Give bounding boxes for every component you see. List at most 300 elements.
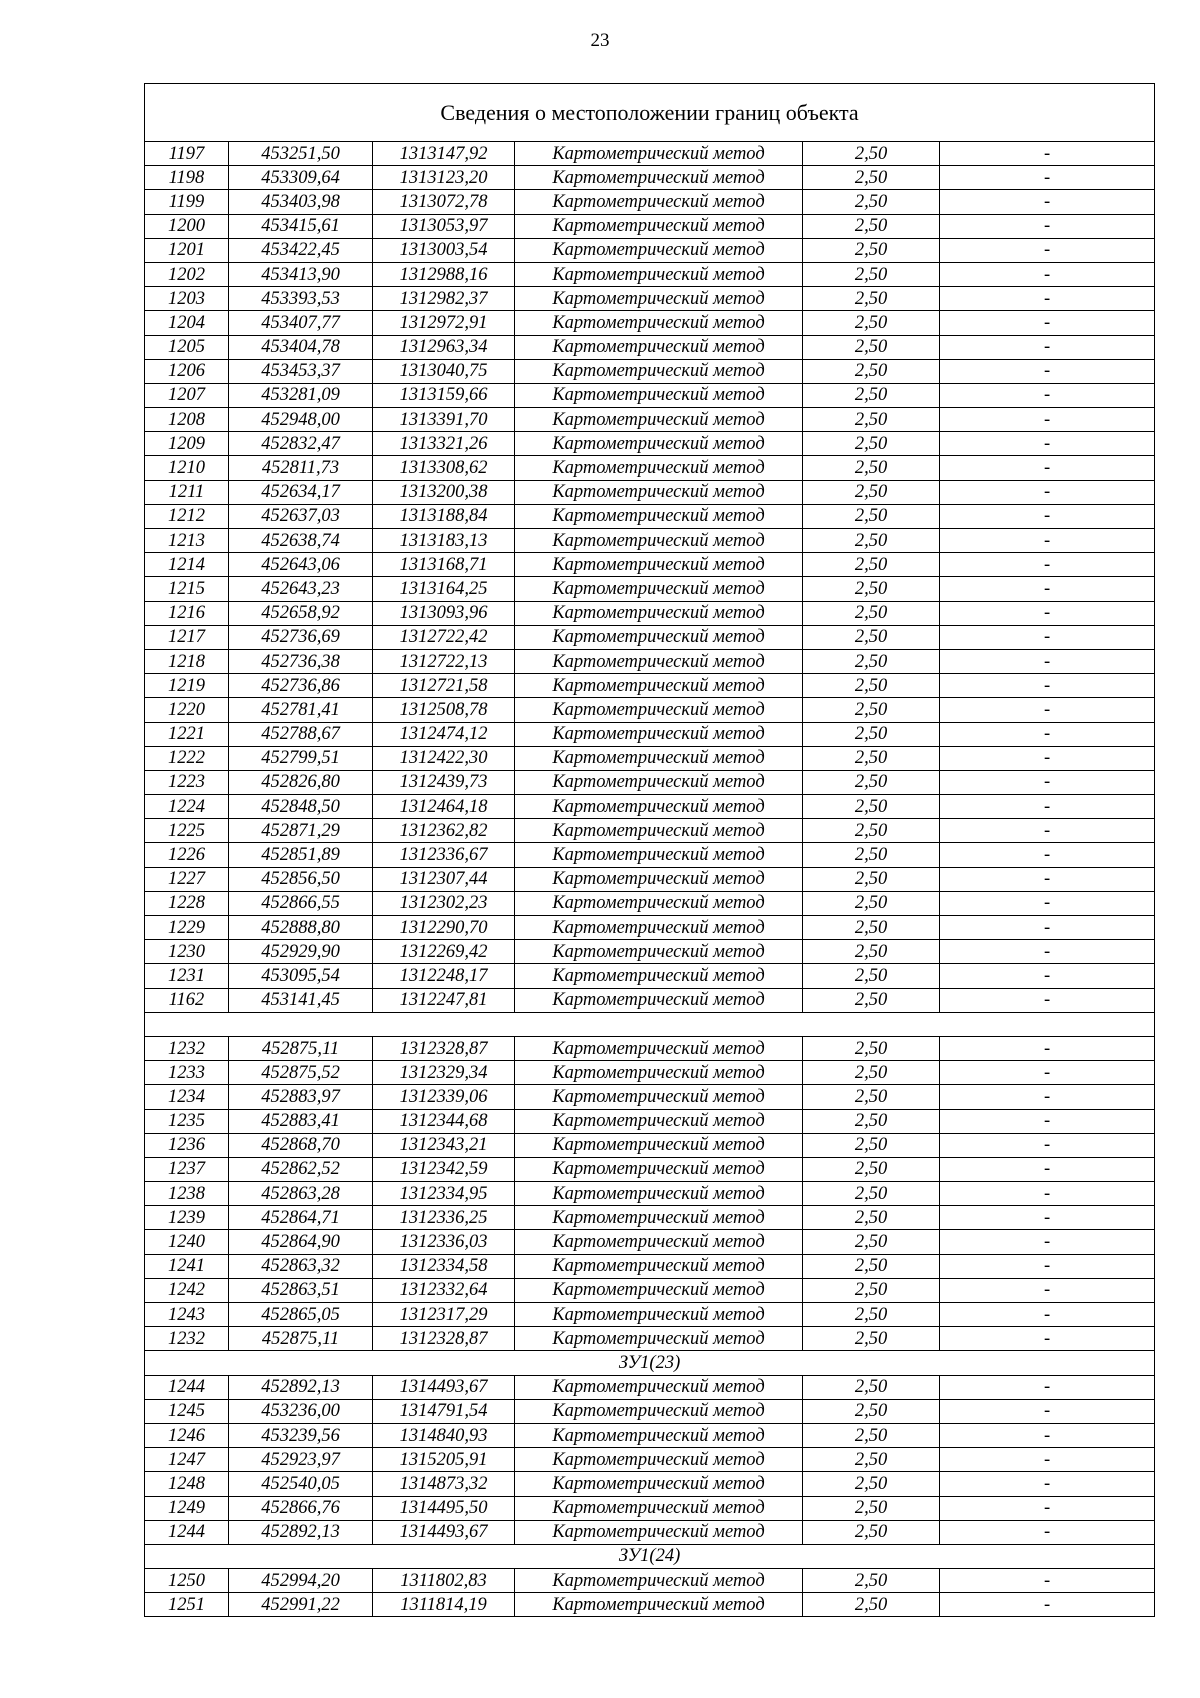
y-coordinate-cell: 1312344,68 [373,1109,515,1133]
description-cell: - [940,649,1155,673]
description-cell: - [940,238,1155,262]
table-row [145,674,1155,698]
y-coordinate-cell: 1312474,12 [373,722,515,746]
method-cell: Картометрический метод [515,262,803,286]
method-cell: Картометрический метод [515,940,803,964]
table-title-row [145,84,1155,142]
table-row [145,601,1155,625]
table-row [145,1593,1155,1617]
y-coordinate-cell: 1312972,91 [373,311,515,335]
table-row [145,746,1155,770]
x-coordinate-cell: 452811,73 [229,456,373,480]
y-coordinate-cell: 1313188,84 [373,504,515,528]
accuracy-cell: 2,50 [803,1448,940,1472]
accuracy-cell: 2,50 [803,625,940,649]
y-coordinate-cell: 1312336,25 [373,1206,515,1230]
x-coordinate-cell: 452643,06 [229,553,373,577]
accuracy-cell: 2,50 [803,601,940,625]
method-cell: Картометрический метод [515,625,803,649]
section-label: ЗУ1(23) [145,1351,1155,1375]
x-coordinate-cell: 452864,90 [229,1230,373,1254]
method-cell: Картометрический метод [515,335,803,359]
x-coordinate-cell: 452856,50 [229,867,373,891]
point-number-cell: 1230 [145,940,229,964]
point-number-cell: 1233 [145,1061,229,1085]
point-number-cell: 1250 [145,1569,229,1593]
description-cell: - [940,553,1155,577]
x-coordinate-cell: 452883,97 [229,1085,373,1109]
method-cell: Картометрический метод [515,1230,803,1254]
description-cell: - [940,674,1155,698]
accuracy-cell: 2,50 [803,1569,940,1593]
accuracy-cell: 2,50 [803,1472,940,1496]
x-coordinate-cell: 452736,69 [229,625,373,649]
table-row [145,553,1155,577]
method-cell: Картометрический метод [515,190,803,214]
y-coordinate-cell: 1313164,25 [373,577,515,601]
description-cell: - [940,311,1155,335]
accuracy-cell: 2,50 [803,383,940,407]
x-coordinate-cell: 452634,17 [229,480,373,504]
point-number-cell: 1222 [145,746,229,770]
description-cell: - [940,359,1155,383]
method-cell: Картометрический метод [515,649,803,673]
table-row [145,480,1155,504]
y-coordinate-cell: 1312464,18 [373,795,515,819]
boundary-coordinates-table [144,83,1155,1617]
y-coordinate-cell: 1312422,30 [373,746,515,770]
table-row [145,504,1155,528]
accuracy-cell: 2,50 [803,1133,940,1157]
y-coordinate-cell: 1313200,38 [373,480,515,504]
point-number-cell: 1229 [145,916,229,940]
method-cell: Картометрический метод [515,964,803,988]
description-cell: - [940,1569,1155,1593]
method-cell: Картометрический метод [515,1569,803,1593]
x-coordinate-cell: 453403,98 [229,190,373,214]
description-cell: - [940,214,1155,238]
y-coordinate-cell: 1311802,83 [373,1569,515,1593]
method-cell: Картометрический метод [515,916,803,940]
method-cell: Картометрический метод [515,480,803,504]
y-coordinate-cell: 1312332,64 [373,1278,515,1302]
method-cell: Картометрический метод [515,1496,803,1520]
description-cell: - [940,1036,1155,1060]
table-row [145,1496,1155,1520]
accuracy-cell: 2,50 [803,1593,940,1617]
method-cell: Картометрический метод [515,891,803,915]
x-coordinate-cell: 452736,38 [229,649,373,673]
table-row [145,916,1155,940]
method-cell: Картометрический метод [515,1085,803,1109]
section-separator-row [145,1012,1155,1036]
description-cell: - [940,166,1155,190]
method-cell: Картометрический метод [515,142,803,166]
accuracy-cell: 2,50 [803,722,940,746]
y-coordinate-cell: 1312963,34 [373,335,515,359]
table-row [145,1182,1155,1206]
point-number-cell: 1251 [145,1593,229,1617]
y-coordinate-cell: 1312302,23 [373,891,515,915]
y-coordinate-cell: 1313159,66 [373,383,515,407]
table-row [145,359,1155,383]
x-coordinate-cell: 452658,92 [229,601,373,625]
y-coordinate-cell: 1315205,91 [373,1448,515,1472]
section-label: ЗУ1(24) [145,1544,1155,1568]
x-coordinate-cell: 452540,05 [229,1472,373,1496]
method-cell: Картометрический метод [515,408,803,432]
table-row [145,795,1155,819]
description-cell: - [940,867,1155,891]
x-coordinate-cell: 452832,47 [229,432,373,456]
method-cell: Картометрический метод [515,1303,803,1327]
x-coordinate-cell: 452848,50 [229,795,373,819]
accuracy-cell: 2,50 [803,142,940,166]
accuracy-cell: 2,50 [803,335,940,359]
point-number-cell: 1248 [145,1472,229,1496]
point-number-cell: 1204 [145,311,229,335]
method-cell: Картометрический метод [515,1133,803,1157]
y-coordinate-cell: 1312508,78 [373,698,515,722]
y-coordinate-cell: 1314840,93 [373,1423,515,1447]
description-cell: - [940,1423,1155,1447]
description-cell: - [940,1157,1155,1181]
description-cell: - [940,142,1155,166]
x-coordinate-cell: 452875,11 [229,1036,373,1060]
accuracy-cell: 2,50 [803,698,940,722]
accuracy-cell: 2,50 [803,1036,940,1060]
x-coordinate-cell: 452875,52 [229,1061,373,1085]
point-number-cell: 1209 [145,432,229,456]
y-coordinate-cell: 1312328,87 [373,1036,515,1060]
x-coordinate-cell: 452875,11 [229,1327,373,1351]
table-row [145,770,1155,794]
method-cell: Картометрический метод [515,214,803,238]
y-coordinate-cell: 1314495,50 [373,1496,515,1520]
x-coordinate-cell: 452851,89 [229,843,373,867]
accuracy-cell: 2,50 [803,190,940,214]
y-coordinate-cell: 1312336,67 [373,843,515,867]
table-row [145,1157,1155,1181]
table-row [145,166,1155,190]
method-cell: Картометрический метод [515,287,803,311]
table-row [145,891,1155,915]
accuracy-cell: 2,50 [803,649,940,673]
table-row [145,1399,1155,1423]
x-coordinate-cell: 453415,61 [229,214,373,238]
point-number-cell: 1201 [145,238,229,262]
point-number-cell: 1235 [145,1109,229,1133]
accuracy-cell: 2,50 [803,819,940,843]
table-row [145,1133,1155,1157]
x-coordinate-cell: 452994,20 [229,1569,373,1593]
description-cell: - [940,1206,1155,1230]
accuracy-cell: 2,50 [803,988,940,1012]
method-cell: Картометрический метод [515,1399,803,1423]
x-coordinate-cell: 452866,76 [229,1496,373,1520]
description-cell: - [940,456,1155,480]
method-cell: Картометрический метод [515,1254,803,1278]
section-header-row [145,1544,1155,1568]
point-number-cell: 1239 [145,1206,229,1230]
point-number-cell: 1162 [145,988,229,1012]
method-cell: Картометрический метод [515,1423,803,1447]
y-coordinate-cell: 1313391,70 [373,408,515,432]
method-cell: Картометрический метод [515,311,803,335]
y-coordinate-cell: 1313168,71 [373,553,515,577]
table-row [145,190,1155,214]
page-number: 23 [590,30,610,51]
description-cell: - [940,1520,1155,1544]
point-number-cell: 1225 [145,819,229,843]
y-coordinate-cell: 1313308,62 [373,456,515,480]
x-coordinate-cell: 452781,41 [229,698,373,722]
table-row [145,819,1155,843]
point-number-cell: 1223 [145,770,229,794]
accuracy-cell: 2,50 [803,1182,940,1206]
y-coordinate-cell: 1312342,59 [373,1157,515,1181]
accuracy-cell: 2,50 [803,1109,940,1133]
point-number-cell: 1200 [145,214,229,238]
point-number-cell: 1232 [145,1327,229,1351]
table-row [145,577,1155,601]
description-cell: - [940,1472,1155,1496]
description-cell: - [940,916,1155,940]
x-coordinate-cell: 452948,00 [229,408,373,432]
x-coordinate-cell: 452929,90 [229,940,373,964]
accuracy-cell: 2,50 [803,1157,940,1181]
x-coordinate-cell: 453393,53 [229,287,373,311]
table-row [145,698,1155,722]
point-number-cell: 1206 [145,359,229,383]
x-coordinate-cell: 453413,90 [229,262,373,286]
point-number-cell: 1226 [145,843,229,867]
description-cell: - [940,262,1155,286]
accuracy-cell: 2,50 [803,553,940,577]
accuracy-cell: 2,50 [803,214,940,238]
description-cell: - [940,601,1155,625]
x-coordinate-cell: 452991,22 [229,1593,373,1617]
description-cell: - [940,1327,1155,1351]
method-cell: Картометрический метод [515,553,803,577]
accuracy-cell: 2,50 [803,916,940,940]
description-cell: - [940,819,1155,843]
method-cell: Картометрический метод [515,1593,803,1617]
section-header-row [145,1351,1155,1375]
x-coordinate-cell: 452863,51 [229,1278,373,1302]
x-coordinate-cell: 452868,70 [229,1133,373,1157]
x-coordinate-cell: 453404,78 [229,335,373,359]
y-coordinate-cell: 1312290,70 [373,916,515,940]
description-cell: - [940,988,1155,1012]
description-cell: - [940,1375,1155,1399]
point-number-cell: 1247 [145,1448,229,1472]
point-number-cell: 1232 [145,1036,229,1060]
y-coordinate-cell: 1312307,44 [373,867,515,891]
y-coordinate-cell: 1313123,20 [373,166,515,190]
x-coordinate-cell: 452863,28 [229,1182,373,1206]
point-number-cell: 1198 [145,166,229,190]
accuracy-cell: 2,50 [803,1061,940,1085]
accuracy-cell: 2,50 [803,964,940,988]
y-coordinate-cell: 1314791,54 [373,1399,515,1423]
accuracy-cell: 2,50 [803,867,940,891]
method-cell: Картометрический метод [515,867,803,891]
point-number-cell: 1227 [145,867,229,891]
point-number-cell: 1243 [145,1303,229,1327]
y-coordinate-cell: 1312334,58 [373,1254,515,1278]
method-cell: Картометрический метод [515,1206,803,1230]
method-cell: Картометрический метод [515,819,803,843]
accuracy-cell: 2,50 [803,1375,940,1399]
method-cell: Картометрический метод [515,988,803,1012]
y-coordinate-cell: 1312247,81 [373,988,515,1012]
method-cell: Картометрический метод [515,1182,803,1206]
accuracy-cell: 2,50 [803,891,940,915]
y-coordinate-cell: 1312343,21 [373,1133,515,1157]
point-number-cell: 1246 [145,1423,229,1447]
x-coordinate-cell: 453281,09 [229,383,373,407]
y-coordinate-cell: 1312722,42 [373,625,515,649]
point-number-cell: 1234 [145,1085,229,1109]
accuracy-cell: 2,50 [803,1327,940,1351]
y-coordinate-cell: 1312329,34 [373,1061,515,1085]
y-coordinate-cell: 1312269,42 [373,940,515,964]
method-cell: Картометрический метод [515,746,803,770]
point-number-cell: 1219 [145,674,229,698]
y-coordinate-cell: 1314493,67 [373,1375,515,1399]
x-coordinate-cell: 452643,23 [229,577,373,601]
description-cell: - [940,408,1155,432]
method-cell: Картометрический метод [515,359,803,383]
description-cell: - [940,1496,1155,1520]
method-cell: Картометрический метод [515,238,803,262]
table-row [145,625,1155,649]
x-coordinate-cell: 452892,13 [229,1375,373,1399]
table-title: Сведения о местоположении границ объекта [145,84,1155,142]
y-coordinate-cell: 1312722,13 [373,649,515,673]
method-cell: Картометрический метод [515,674,803,698]
x-coordinate-cell: 452862,52 [229,1157,373,1181]
x-coordinate-cell: 453141,45 [229,988,373,1012]
x-coordinate-cell: 452736,86 [229,674,373,698]
description-cell: - [940,1061,1155,1085]
accuracy-cell: 2,50 [803,529,940,553]
x-coordinate-cell: 453309,64 [229,166,373,190]
y-coordinate-cell: 1313147,92 [373,142,515,166]
y-coordinate-cell: 1313183,13 [373,529,515,553]
description-cell: - [940,529,1155,553]
point-number-cell: 1208 [145,408,229,432]
table-row [145,1230,1155,1254]
x-coordinate-cell: 452865,05 [229,1303,373,1327]
point-number-cell: 1211 [145,480,229,504]
method-cell: Картометрический метод [515,1375,803,1399]
method-cell: Картометрический метод [515,383,803,407]
y-coordinate-cell: 1312248,17 [373,964,515,988]
method-cell: Картометрический метод [515,795,803,819]
point-number-cell: 1241 [145,1254,229,1278]
method-cell: Картометрический метод [515,529,803,553]
table-row [145,408,1155,432]
point-number-cell: 1244 [145,1375,229,1399]
x-coordinate-cell: 453422,45 [229,238,373,262]
description-cell: - [940,1109,1155,1133]
table-row [145,1206,1155,1230]
accuracy-cell: 2,50 [803,262,940,286]
accuracy-cell: 2,50 [803,1278,940,1302]
description-cell: - [940,891,1155,915]
y-coordinate-cell: 1313093,96 [373,601,515,625]
point-number-cell: 1199 [145,190,229,214]
accuracy-cell: 2,50 [803,480,940,504]
point-number-cell: 1249 [145,1496,229,1520]
accuracy-cell: 2,50 [803,795,940,819]
description-cell: - [940,432,1155,456]
point-number-cell: 1214 [145,553,229,577]
table-row [145,1520,1155,1544]
x-coordinate-cell: 452866,55 [229,891,373,915]
accuracy-cell: 2,50 [803,311,940,335]
description-cell: - [940,746,1155,770]
description-cell: - [940,480,1155,504]
method-cell: Картометрический метод [515,1278,803,1302]
x-coordinate-cell: 452638,74 [229,529,373,553]
method-cell: Картометрический метод [515,1157,803,1181]
y-coordinate-cell: 1312328,87 [373,1327,515,1351]
description-cell: - [940,1448,1155,1472]
point-number-cell: 1215 [145,577,229,601]
table-row [145,843,1155,867]
y-coordinate-cell: 1312439,73 [373,770,515,794]
point-number-cell: 1216 [145,601,229,625]
description-cell: - [940,577,1155,601]
table-row [145,649,1155,673]
table-row [145,1569,1155,1593]
description-cell: - [940,795,1155,819]
point-number-cell: 1238 [145,1182,229,1206]
table-row [145,1303,1155,1327]
y-coordinate-cell: 1312339,06 [373,1085,515,1109]
description-cell: - [940,770,1155,794]
description-cell: - [940,722,1155,746]
table-row [145,1327,1155,1351]
point-number-cell: 1197 [145,142,229,166]
description-cell: - [940,1303,1155,1327]
accuracy-cell: 2,50 [803,1303,940,1327]
x-coordinate-cell: 453239,56 [229,1423,373,1447]
description-cell: - [940,1593,1155,1617]
description-cell: - [940,1278,1155,1302]
table-row [145,335,1155,359]
method-cell: Картометрический метод [515,577,803,601]
table-row [145,867,1155,891]
x-coordinate-cell: 452864,71 [229,1206,373,1230]
method-cell: Картометрический метод [515,601,803,625]
point-number-cell: 1228 [145,891,229,915]
method-cell: Картометрический метод [515,1109,803,1133]
table-row [145,1448,1155,1472]
description-cell: - [940,1230,1155,1254]
table-row [145,1254,1155,1278]
y-coordinate-cell: 1311814,19 [373,1593,515,1617]
y-coordinate-cell: 1313053,97 [373,214,515,238]
method-cell: Картометрический метод [515,1520,803,1544]
method-cell: Картометрический метод [515,166,803,190]
method-cell: Картометрический метод [515,698,803,722]
accuracy-cell: 2,50 [803,843,940,867]
description-cell: - [940,698,1155,722]
